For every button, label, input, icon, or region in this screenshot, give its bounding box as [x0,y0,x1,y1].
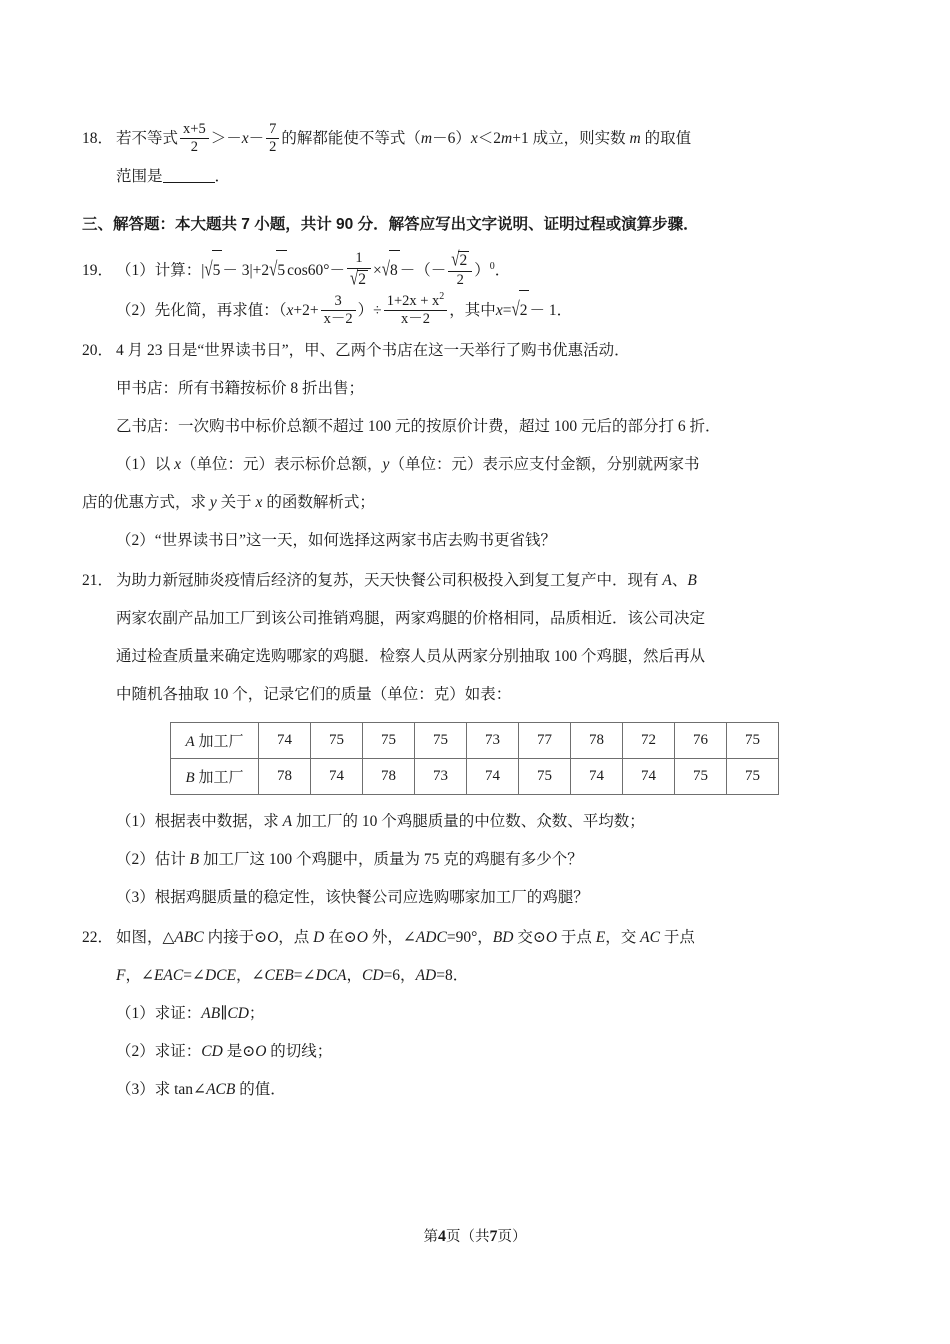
cell-b-9: 75 [675,759,727,795]
question-21-line-2: 两家农副产品加工厂到该公司推销鸡腿，两家鸡腿的价格相同，品质相近．该公司决定 [116,610,706,628]
cell-b-2: 74 [311,759,363,795]
question-22-sub-1 [82,995,880,1033]
q22-l2-c: ，∠ [235,967,265,985]
question-22-line-1 [82,919,880,957]
footer-prefix: 第 [423,1229,438,1245]
q22-l1-g: 交⊙ [513,929,546,947]
q20-sub1-d: 店的优惠方式，求 [82,494,210,512]
q20-sub1-e: 关于 [216,494,256,512]
q19-minus-3-abs: － 3|+2 [222,262,270,280]
chicken-weight-table-wrapper [170,722,880,795]
question-21-sub-2 [82,841,880,879]
q22-sub2-CD: CD [201,1043,223,1061]
q18-text-b: － [226,130,242,147]
q22-l2-f: =6， [383,967,416,985]
q18-frac1-denominator: 2 [190,139,198,156]
q19-frac2-denominator-2: 2 [456,271,464,288]
q22-l2-b: =∠ [183,967,205,985]
q21-sub1-factory-A: A [282,813,293,831]
q19-sqrt2-den-radicand: 2 [358,270,366,288]
q19-paren-open: （－ [415,262,447,280]
q20-sub1-f: 的函数解析式； [262,494,375,512]
q22-circle-O-3: O [545,929,558,947]
q19-sqrt-5-b [269,250,287,290]
q20-sub1-var-x2: x [255,494,263,512]
q19-p2-sqrt-2 [511,290,529,330]
q19-frac-numerator-1: 1 [347,251,371,268]
q22-l2-e: ， [346,967,363,985]
q22-circle-O-2: O [356,929,368,947]
q19-sqrt8-radicand: 8 [389,250,400,290]
q19-p2-close: ） [357,302,374,320]
cell-b-3: 78 [363,759,415,795]
question-20 [82,332,880,560]
cell-b-4: 73 [415,759,467,795]
q19-minus-1: － [329,262,345,280]
q19-sqrt-5-a [204,250,222,290]
q19-sqrt5b-radicand: 5 [276,250,287,290]
table-row [171,723,779,759]
q19-fracB-numerator-exponent: 2 [439,291,445,303]
q18-line2-period: ． [214,168,231,185]
q19-fracB-numerator-text: 1+2x + x [386,292,440,309]
q22-sub2-c: 的切线； [266,1043,333,1061]
cell-a-10: 75 [727,723,779,759]
q20-sub1-c: （单位：元）表示应支付金额，分别就两家书 [389,456,700,474]
q22-sub3-ACB: ACB [206,1081,236,1099]
radical-icon: √ [451,249,460,271]
q18-frac2-denominator: 2 [269,139,277,156]
cell-b-10: 75 [727,759,779,795]
q22-l1-b: 内接于⊙ [203,929,268,947]
table-row-header-factory-a [171,723,259,759]
q19-frac-denominator-sqrt2 [347,269,371,289]
q20-line1-text: 4 月 23 日是“世界读书日”，甲、乙两个书店在这一天举行了购书优惠活动． [116,342,630,360]
factory-b-rest: 加工厂 [194,770,244,787]
radical-icon: √ [269,259,278,282]
q19-p2-plus2: +2+ [293,302,319,320]
question-22-sub-3 [82,1071,880,1109]
q18-text-f: +1 成立，则实数 [512,130,630,147]
q19-sqrt-8 [382,250,400,290]
cell-a-9: 76 [675,723,727,759]
q22-segment-CD: CD [362,967,384,985]
q19-fraction-quadratic-over-x-minus-2 [384,292,448,327]
q18-variable-x-2: x [470,130,478,147]
q19-sqrt2-num-radicand: 2 [459,251,468,269]
q19-fracA-denominator: x－2 [323,311,353,328]
radical-icon: √ [204,259,213,282]
q22-angle-EAC: EAC [153,967,184,985]
q22-segment-AC: AC [640,929,660,947]
chicken-weight-table [170,722,779,795]
q22-angle-DCA: DCA [315,967,347,985]
q22-l1-d: 在⊙ [324,929,357,947]
q19-p2-minus-1: － 1． [529,302,573,320]
q19-paren-close: ） [474,262,490,280]
q18-text-d: 的解都能使不等式（ [281,130,421,147]
cell-a-1: 74 [259,723,311,759]
question-18-number: 18． [82,130,114,147]
question-22-line-2 [82,957,880,995]
question-18-line-2 [82,158,880,196]
question-18 [82,120,880,196]
q22-sub3-b: 的值． [235,1081,286,1099]
q22-angle-DCE: DCE [204,967,236,985]
q19-p2-divide: ÷ [373,302,382,320]
q18-frac1-numerator: x+5 [180,122,209,139]
question-20-number: 20． [82,342,114,360]
factory-a-rest: 加工厂 [194,734,244,751]
question-21-line-3: 通过检查质量来确定选购哪家的鸡腿．检察人员从两家分别抽取 100 个鸡腿，然后再从 [116,648,706,666]
q18-operator-lt: ＜2 [477,130,502,147]
q18-variable-x-1: x [241,130,249,147]
chicken-weight-table-body [171,723,779,795]
q18-text-e: －6） [432,130,471,147]
question-21-number: 21． [82,572,114,590]
q22-l2-g: =8． [436,967,469,985]
table-row-header-factory-b [171,759,259,795]
q22-sub1-CD: CD [227,1005,249,1023]
page-footer [0,1225,950,1246]
question-22-number: 22． [82,929,114,947]
question-19 [82,248,880,330]
q22-sub1-a: （1）求证： [116,1005,202,1023]
q22-l2-d: =∠ [293,967,316,985]
q19-p2-x-eq: x [495,302,503,320]
table-row [171,759,779,795]
q21-line1-a: 为助力新冠肺炎疫情后经济的复苏，天天快餐公司积极投入到复工复产中．现有 [116,572,663,590]
cell-a-2: 75 [311,723,363,759]
q22-point-F: F [116,967,126,985]
question-19-part-1 [82,248,880,290]
q19-abs-open: | [201,262,205,280]
q22-point-D: D [313,929,325,947]
q22-triangle-ABC: ABC [174,929,204,947]
q19-sqrt5a-radicand: 5 [212,250,223,290]
q21-sub1-b: 加工厂的 10 个鸡腿质量的中位数、众数、平均数； [292,813,645,831]
q19-part1-label: （1）计算： [116,262,202,280]
q22-l1-e: 外，∠ [367,929,416,947]
q18-frac2-numerator: 7 [266,122,279,139]
q19-minus-2: － [399,262,416,280]
q22-point-E: E [595,929,606,947]
radical-icon: √ [349,267,359,290]
question-22 [82,919,880,1109]
cell-b-8: 74 [623,759,675,795]
q22-sub3-a: （3）求 tan∠ [116,1081,207,1099]
question-21-sub-1 [82,803,880,841]
q19-p2-sqrt2-radicand: 2 [519,290,530,330]
cell-b-6: 75 [519,759,571,795]
q22-sub1-parallel: ∥ [220,1005,228,1023]
q22-l1-f: =90°， [446,929,493,947]
q18-operator-gt: ＞ [210,130,227,147]
q18-variable-m-1: m [420,130,433,147]
cell-a-8: 72 [623,723,675,759]
question-21-sub-3: （3）根据鸡腿质量的稳定性，该快餐公司应选购哪家加工厂的鸡腿？ [116,889,589,907]
footer-middle: 页（共 [446,1229,490,1245]
q22-circle-O-1: O [267,929,279,947]
q18-text-c: － [248,130,265,147]
question-19-part-2 [82,290,880,330]
q18-text-g: 的取值 [640,130,692,147]
q19-fraction-sqrt2-over-2 [448,251,472,288]
q19-fracA-numerator: 3 [321,294,356,311]
q22-angle-ADC: ADC [415,929,447,947]
q19-cos60: cos60° [287,262,330,280]
q19-p2-equals: = [502,302,512,320]
q22-sub2-b: 是⊙ [222,1043,256,1061]
q21-sub2-a: （2）估计 [116,851,190,869]
q19-fracB-denominator: x－2 [400,311,430,328]
q22-segment-AD: AD [415,967,437,985]
q22-l1-j: 于点 [659,929,695,947]
q19-sqrt-2-num [451,251,469,270]
q19-times: × [372,262,382,280]
q19-fraction-1-over-sqrt2 [347,251,371,288]
q19-p2-variable-x: x [286,302,294,320]
cell-b-1: 78 [259,759,311,795]
q22-l1-h: 于点 [557,929,596,947]
q19-sqrt-2-den [349,267,368,290]
q22-l2-a: ，∠ [125,967,154,985]
q22-sub2-circle-O: O [255,1043,267,1061]
q21-sub2-b: 加工厂这 100 个鸡腿中，质量为 75 克的鸡腿有多少个？ [199,851,583,869]
q19-fraction-3-over-x-minus-2 [321,294,356,327]
q21-sub1-a: （1）根据表中数据，求 [116,813,283,831]
q21-factory-B-label: B [687,572,697,590]
question-19-number: 19． [82,262,114,280]
question-20-sub-2: （2）“世界读书日”这一天，如何选择这两家书店去购书更省钱？ [116,532,557,550]
radical-icon: √ [511,299,520,322]
q22-angle-CEB: CEB [264,967,294,985]
q22-sub1-AB: AB [201,1005,221,1023]
q21-sub2-factory-B: B [189,851,200,869]
q18-line2-text: 范围是 [116,168,163,185]
cell-a-7: 78 [571,723,623,759]
cell-b-5: 74 [467,759,519,795]
q19-part2-label: （2）先化简，再求值： [116,302,279,320]
q19-p2-comma: ，其中 [449,302,496,320]
footer-suffix: 页） [497,1229,527,1245]
q22-segment-BD: BD [492,929,514,947]
question-20-store-a: 甲书店：所有书籍按标价 8 折出售； [116,380,365,398]
q19-frac2-numerator-sqrt2 [448,251,472,272]
factory-a-italic: A [185,734,195,751]
cell-a-6: 77 [519,723,571,759]
q18-fraction-x-plus-5-over-2 [180,122,209,155]
cell-a-3: 75 [363,723,415,759]
q18-variable-m-2: m [501,130,513,147]
question-22-sub-2 [82,1033,880,1071]
factory-b-italic: B [185,770,195,787]
q18-text-a: 若不等式 [116,130,179,147]
question-21-line-1 [82,562,880,600]
question-21 [82,562,880,917]
q21-factory-A-label: A [662,572,672,590]
q20-sub1-var-x: x [174,456,182,474]
q20-sub1-b: （单位：元）表示标价总额， [181,456,383,474]
question-20-sub-1-line-1 [82,446,880,484]
q20-sub1-var-y2: y [209,494,217,512]
q19-exponent-zero: 0 [489,261,495,272]
section-3-heading: 三、解答题：本大题共 7 小题，共计 90 分．解答应写出文字说明、证明过程或演算步骤． [82,216,699,233]
cell-a-5: 73 [467,723,519,759]
cell-b-7: 74 [571,759,623,795]
question-18-line-1 [82,120,880,158]
question-20-sub-1-line-2 [82,484,880,522]
q21-line1-b: 、 [671,572,688,590]
footer-total-pages: 7 [489,1228,498,1245]
q22-l1-c: ，点 [278,929,314,947]
q18-variable-m-3: m [629,130,641,147]
q18-fraction-7-over-2 [266,122,279,155]
radical-icon: √ [381,259,390,282]
q22-l1-i: ，交 [605,929,641,947]
q20-sub1-a: （1）以 [116,456,175,474]
q22-sub1-c: ； [248,1005,265,1023]
q22-sub2-a: （2）求证： [116,1043,202,1061]
q19-part1-period: ． [494,262,511,280]
q19-fracB-numerator [384,292,448,311]
q19-p2-open: （ [278,302,287,320]
cell-a-4: 75 [415,723,467,759]
question-20-store-b: 乙书店：一次购书中标价总额不超过 100 元的按原价计费，超过 100 元后的部分打 6 折． [116,418,721,436]
question-20-line-1 [82,332,880,370]
q18-answer-blank[interactable] [163,169,215,183]
q20-sub1-var-y: y [382,456,390,474]
question-21-line-4: 中随机各抽取 10 个，记录它们的质量（单位：克）如表： [116,686,512,704]
footer-current-page: 4 [438,1228,446,1245]
q22-l1-a: 如图，△ [116,929,175,947]
